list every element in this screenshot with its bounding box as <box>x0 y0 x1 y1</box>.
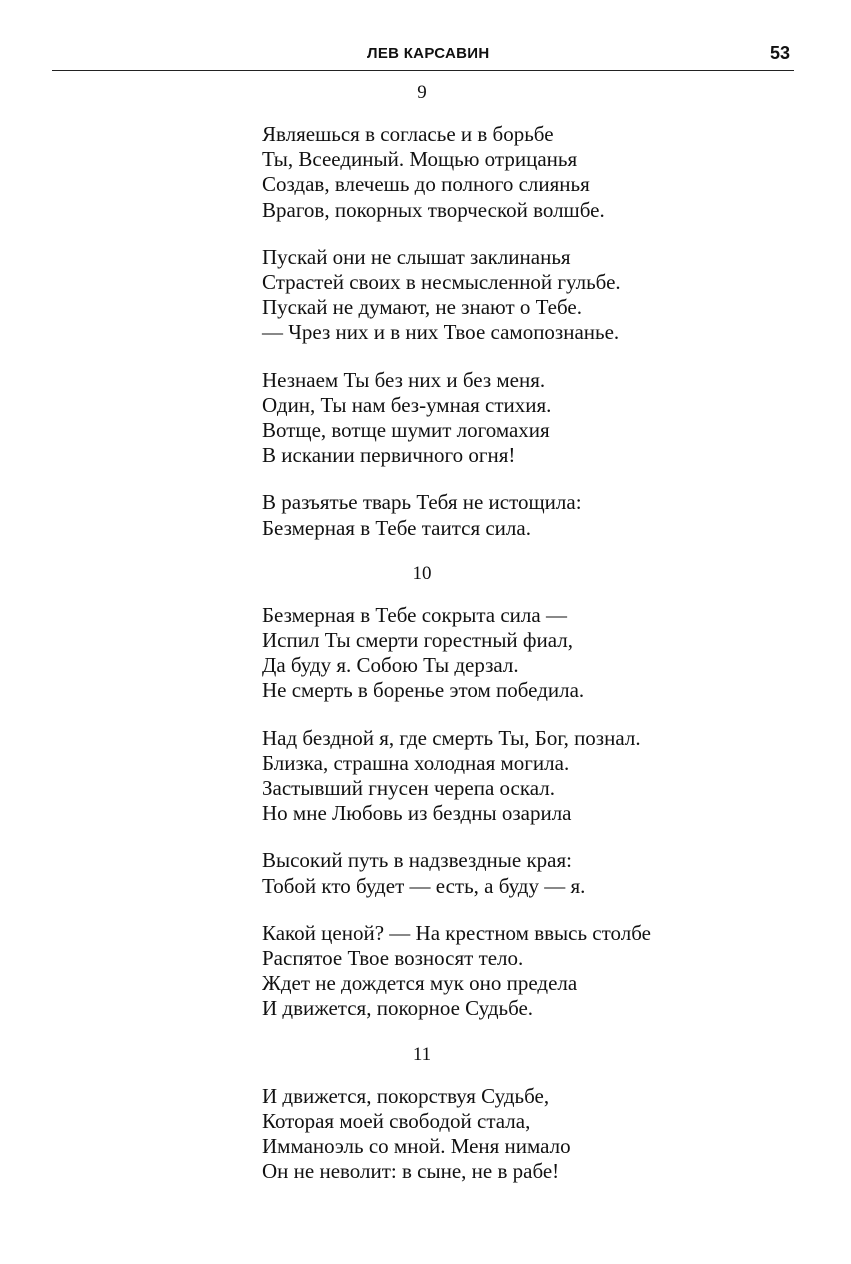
verse-line: Ты, Всеединый. Мощью отрицанья <box>262 147 578 172</box>
verse-line: Застывший гнусен черепа оскал. <box>262 776 555 801</box>
stanza <box>262 921 742 1022</box>
verse-line: Он не неволит: в сыне, не в рабе! <box>262 1159 560 1184</box>
verse-line: Создав, влечешь до полного слиянья <box>262 172 590 197</box>
sonnet-number-11: 11 <box>412 1043 432 1065</box>
stanza <box>262 490 742 540</box>
verse-line: Имманоэль со мной. Меня нимало <box>262 1134 571 1159</box>
verse-line: Но мне Любовь из бездны озарила <box>262 801 572 826</box>
verse-line: И движется, покорствуя Судьбе, <box>262 1083 550 1108</box>
page-number: 53 <box>769 43 790 63</box>
verse-line: Являешься в согласье и в борьбе <box>262 122 554 146</box>
verse-line: В искании первичного огня! <box>262 443 516 468</box>
verse-line: Страстей своих в несмысленной гульбе. <box>262 270 621 295</box>
verse-line: Какой ценой? — На крестном ввысь столбе <box>262 920 651 945</box>
verse-line: Безмерная в Тебе сокрыта сила — <box>262 602 567 627</box>
verse-line: Безмерная в Тебе таится сила. <box>262 515 531 540</box>
stanza <box>262 603 742 704</box>
verse-line: Пускай не думают, не знают о Тебе. <box>262 295 582 320</box>
stanza <box>262 122 742 223</box>
verse-line: Незнаем Ты без них и без меня. <box>262 367 546 392</box>
verse-line: Ждет не дождется мук оно предела <box>262 971 578 996</box>
stanza <box>262 848 742 898</box>
verse-line: В разъятье тварь Тебя не истощила: <box>262 490 582 515</box>
verse-line: Вотще, вотще шумит логомахия <box>262 418 550 443</box>
poem-body <box>262 82 742 1207</box>
verse-line: Пускай они не слышат заклинанья <box>262 244 571 269</box>
verse-line: И движется, покорное Судьбе. <box>262 996 534 1021</box>
running-head-author: ЛЕВ КАРСАВИН <box>367 45 490 62</box>
running-head <box>52 40 794 71</box>
verse-line: Не смерть в боренье этом победила. <box>262 678 585 703</box>
verse-line: Да буду я. Собою Ты дерзал. <box>262 653 519 678</box>
verse-line: Испил Ты смерти горестный фиал, <box>262 628 574 653</box>
stanza <box>262 245 742 346</box>
verse-line: Распятое Твое возносят тело. <box>262 946 524 971</box>
stanza <box>262 1084 742 1185</box>
verse-line: Тобой кто будет — есть, а буду — я. <box>262 873 586 898</box>
stanza <box>262 368 742 469</box>
stanza <box>262 726 742 827</box>
verse-line: Над бездной я, где смерть Ты, Бог, познал. <box>262 725 641 750</box>
verse-line: Один, Ты нам без-умная стихия. <box>262 392 552 417</box>
sonnet-number-9: 9 <box>417 82 427 103</box>
verse-line: Которая моей свободой стала, <box>262 1108 531 1133</box>
verse-line: — Чрез них и в них Твое самопознанье. <box>262 320 620 345</box>
sonnet-number-10: 10 <box>412 562 432 584</box>
verse-line: Врагов, покорных творческой волшбе. <box>262 197 605 222</box>
verse-line: Высокий путь в надзвездные края: <box>262 848 572 873</box>
verse-line: Близка, страшна холодная могила. <box>262 750 570 775</box>
